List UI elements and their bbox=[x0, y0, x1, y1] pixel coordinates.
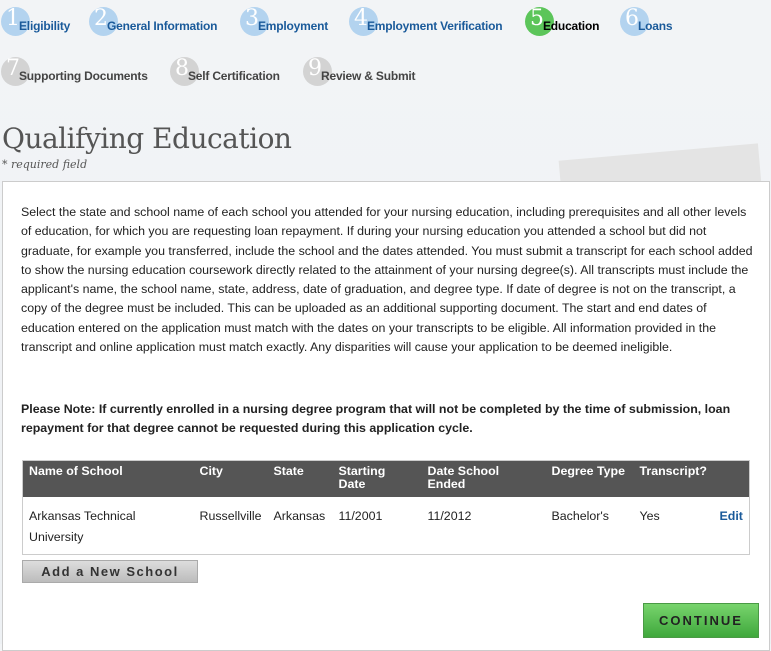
add-new-school-button[interactable]: Add a New School bbox=[22, 560, 198, 583]
please-note-text: Please Note: If currently enrolled in a nursing degree program that will not be completed by the time of submission, loan repayment for that degree cannot be requested during this application cycle. bbox=[21, 402, 731, 436]
transcript: Yes bbox=[639, 508, 660, 523]
table-row bbox=[23, 497, 750, 555]
step-self-certification: 8 Self Certification bbox=[170, 55, 280, 85]
school-name: Arkansas Technical University bbox=[29, 508, 136, 544]
step-number-icon: 1 bbox=[1, 7, 30, 36]
header-transcript: Transcript? bbox=[634, 461, 714, 497]
state: Arkansas bbox=[273, 508, 326, 523]
header-action bbox=[714, 461, 750, 497]
degree-type: Bachelor's bbox=[551, 508, 609, 523]
header-city: City bbox=[194, 461, 268, 497]
step-number-icon: 2 bbox=[89, 7, 118, 36]
step-employment-verification[interactable]: 4 Employment Verification bbox=[349, 5, 502, 35]
step-supporting-documents: 7 Supporting Documents bbox=[1, 55, 148, 85]
step-eligibility[interactable]: 1 Eligibility bbox=[1, 5, 70, 35]
header-degree: Degree Type bbox=[546, 461, 634, 497]
schools-table bbox=[22, 460, 750, 555]
step-education[interactable]: 5 Education bbox=[525, 5, 599, 35]
edit-link[interactable]: Edit bbox=[719, 508, 743, 523]
start-date: 11/2001 bbox=[338, 508, 383, 523]
step-general-information[interactable]: 2 General Information bbox=[89, 5, 217, 35]
continue-button[interactable]: CONTINUE bbox=[643, 603, 759, 638]
step-review-submit: 9 Review & Submit bbox=[303, 55, 415, 85]
step-number-icon: 4 bbox=[349, 7, 378, 36]
step-number-icon: 5 bbox=[525, 7, 554, 36]
city: Russellville bbox=[199, 508, 262, 523]
step-number-icon: 9 bbox=[303, 57, 332, 86]
step-number-icon: 3 bbox=[240, 7, 269, 36]
page-title: Qualifying Education bbox=[2, 122, 292, 155]
step-employment[interactable]: 3 Employment bbox=[240, 5, 328, 35]
header-end: Date School Ended bbox=[422, 461, 546, 497]
step-number-icon: 6 bbox=[620, 7, 649, 36]
step-number-icon: 8 bbox=[170, 57, 199, 86]
required-field-note: * required field bbox=[2, 158, 88, 171]
header-start: Starting Date bbox=[333, 461, 422, 497]
step-loans[interactable]: 6 Loans bbox=[620, 5, 672, 35]
step-number-icon: 7 bbox=[1, 57, 30, 86]
table-header-row bbox=[23, 461, 750, 497]
header-state: State bbox=[268, 461, 333, 497]
end-date: 11/2012 bbox=[427, 508, 472, 523]
header-school: Name of School bbox=[23, 461, 194, 497]
instructions-text: Select the state and school name of each school you attended for your nursing education, including prerequisites and all other levels of education, for which you are requesting loan repayment. If during your nursing education you attended a school but did not graduate, for example you transferred, include the school and the dates attended. You must submit a transcript for each school added to show the nursing education coursework directly related to the attainment of your nursing degree(s). All transcripts must include the applicant's name, the school name, state, address, date of graduation, and degree type. If date of degree is not on the transcript, a copy of the degree must be included. This can be uploaded as an additional supporting document. The start and end dates of education entered on the application must match with the dates on your transcripts to be eligible. All information provided in the transcript and online application must match exactly. Any disparities will cause your application to be deemed ineligible. bbox=[21, 205, 753, 355]
